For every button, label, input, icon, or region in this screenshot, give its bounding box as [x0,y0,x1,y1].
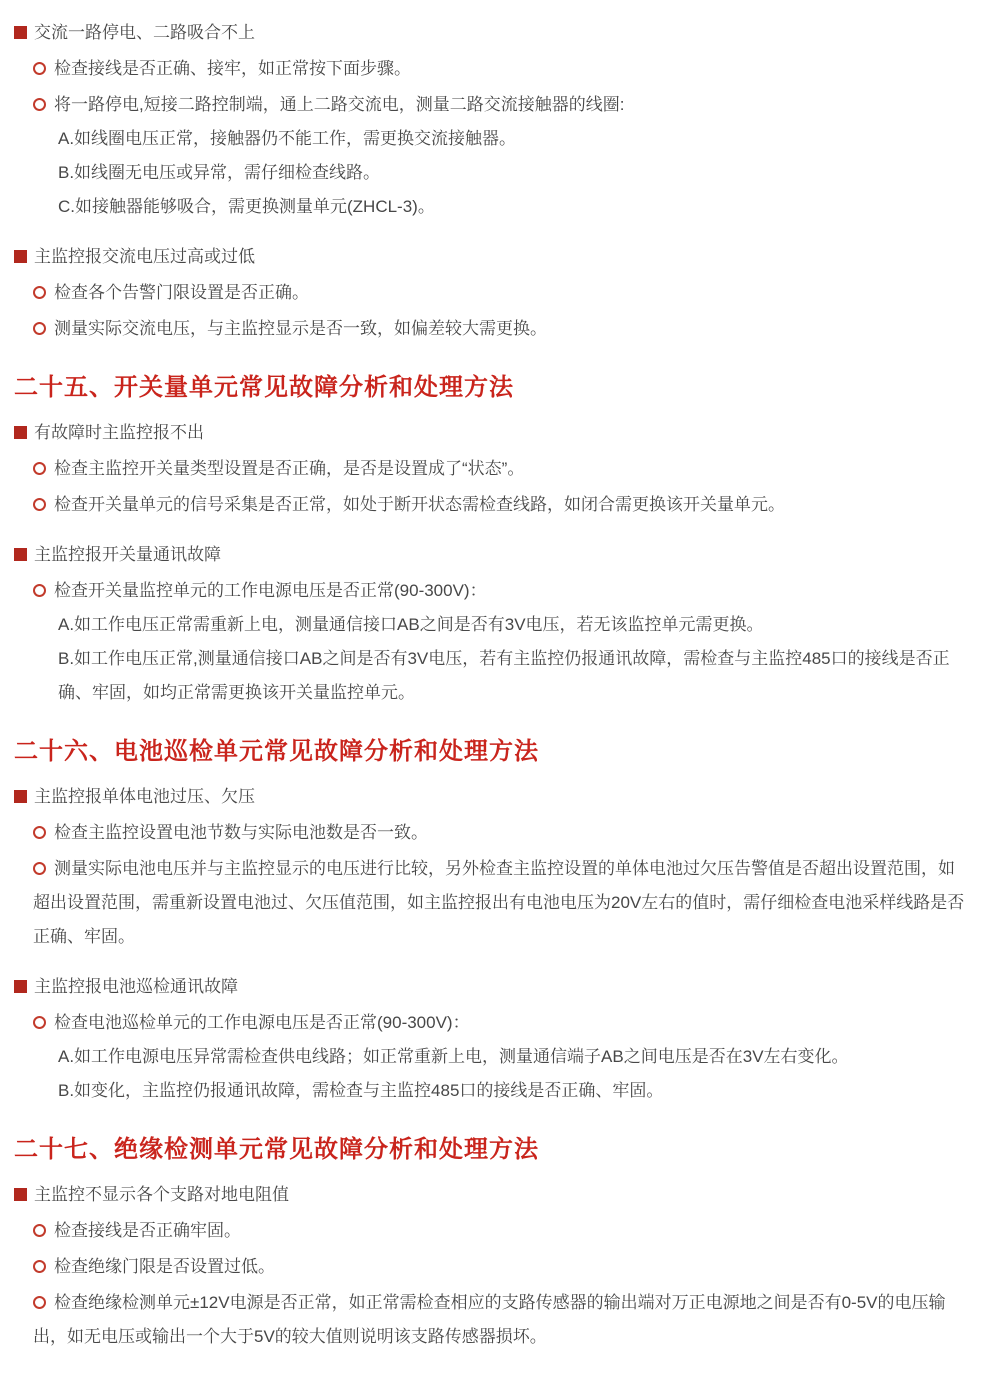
topic-title [14,538,966,572]
sub-step: C.如接触器能够吸合，需更换测量单元(ZHCL-3)。 [58,197,435,216]
section-heading: 二十五、开关量单元常见故障分析和处理方法 [14,374,514,401]
topic-block [14,416,966,522]
check-step [33,1006,966,1040]
sub-step: A.如工作电压正常需重新上电，测量通信接口AB之间是否有3V电压，若无该监控单元需更换。 [58,615,764,634]
check-step [33,1214,966,1248]
check-step [33,312,966,346]
circle-bullet-icon [33,98,46,111]
topic-block [14,16,966,224]
square-bullet-icon [14,548,27,561]
topic-block [14,780,966,954]
check-step [33,574,966,608]
section-heading: 二十六、电池巡检单元常见故障分析和处理方法 [14,738,539,765]
sub-step: A.如线圈电压正常，接触器仍不能工作，需更换交流接触器。 [58,129,517,148]
sub-step: A.如工作电源电压异常需检查供电线路；如正常重新上电，测量通信端子AB之间电压是否在3V左右变化。 [58,1047,849,1066]
circle-bullet-icon [33,1296,46,1309]
circle-bullet-icon [33,1224,46,1237]
check-step-text: 检查开关量监控单元的工作电源电压是否正常(90-300V)： [54,581,487,600]
check-step [33,452,966,486]
check-step-text: 检查接线是否正确、接牢，如正常按下面步骤。 [54,59,411,78]
check-step [33,1286,966,1354]
topic-block [14,240,966,346]
check-step [33,816,966,850]
topic-title [14,16,966,50]
topic-title-text: 主监控报开关量通讯故障 [34,545,221,564]
square-bullet-icon [14,790,27,803]
topic-title-text: 交流一路停电、二路吸合不上 [34,23,255,42]
check-step-text: 检查绝缘门限是否设置过低。 [54,1257,275,1276]
check-step [33,276,966,310]
check-step [33,52,966,86]
square-bullet-icon [14,26,27,39]
topic-title-text: 主监控报交流电压过高或过低 [34,247,255,266]
square-bullet-icon [14,980,27,993]
topic-title-text: 有故障时主监控报不出 [34,423,204,442]
circle-bullet-icon [33,286,46,299]
circle-bullet-icon [33,584,46,597]
topic-title [14,416,966,450]
square-bullet-icon [14,1188,27,1201]
topic-block [14,538,966,710]
circle-bullet-icon [33,462,46,475]
sub-step: B.如变化，主监控仍报通讯故障，需检查与主监控485口的接线是否正确、牢固。 [58,1081,664,1100]
check-step-text: 检查接线是否正确牢固。 [54,1221,241,1240]
check-step-text: 检查绝缘检测单元±12V电源是否正常，如正常需检查相应的支路传感器的输出端对万正电源地之间是否有0-5V的电压输出，如无电压或输出一个大于5V的较大值则说明该支路传感器损坏。 [33,1293,946,1346]
sub-step: B.如工作电压正常,测量通信接口AB之间是否有3V电压，若有主监控仍报通讯故障，需检查与主监控485口的接线是否正确、牢固，如均正常需更换该开关量监控单元。 [58,649,950,702]
topic-block [14,970,966,1108]
circle-bullet-icon [33,62,46,75]
check-step-text: 检查开关量单元的信号采集是否正常，如处于断开状态需检查线路，如闭合需更换该开关量单元。 [54,495,785,514]
topic-block [14,1178,966,1354]
topic-title-text: 主监控不显示各个支路对地电阻值 [34,1185,289,1204]
circle-bullet-icon [33,1016,46,1029]
check-step [33,852,966,954]
circle-bullet-icon [33,1260,46,1273]
topic-title [14,970,966,1004]
sub-step: B.如线圈无电压或异常，需仔细检查线路。 [58,163,381,182]
topic-title [14,780,966,814]
square-bullet-icon [14,250,27,263]
section-heading: 二十七、绝缘检测单元常见故障分析和处理方法 [14,1136,539,1163]
check-step-text: 检查主监控设置电池节数与实际电池数是否一致。 [54,823,428,842]
circle-bullet-icon [33,826,46,839]
check-step-text: 检查电池巡检单元的工作电源电压是否正常(90-300V)： [54,1013,470,1032]
topic-title [14,1178,966,1212]
topic-title-text: 主监控报电池巡检通讯故障 [34,977,238,996]
circle-bullet-icon [33,498,46,511]
check-step-text: 将一路停电,短接二路控制端，通上二路交流电，测量二路交流接触器的线圈: [54,95,625,114]
topic-title [14,240,966,274]
square-bullet-icon [14,426,27,439]
circle-bullet-icon [33,322,46,335]
check-step-text: 检查各个告警门限设置是否正确。 [54,283,309,302]
topic-title-text: 主监控报单体电池过压、欠压 [34,787,255,806]
check-step-text: 测量实际电池电压并与主监控显示的电压进行比较，另外检查主监控设置的单体电池过欠压告警值是否超出设置范围，如超出设置范围，需重新设置电池过、欠压值范围，如主监控报出有电池电压为20V左右的值时，需仔细检查电池采样线路是否正确、牢固。 [33,859,965,946]
check-step-text: 检查主监控开关量类型设置是否正确，是否是设置成了“状态”。 [54,459,525,478]
check-step-text: 测量实际交流电压，与主监控显示是否一致，如偏差较大需更换。 [54,319,547,338]
check-step [33,1250,966,1284]
circle-bullet-icon [33,862,46,875]
check-step [33,488,966,522]
check-step [33,88,966,122]
